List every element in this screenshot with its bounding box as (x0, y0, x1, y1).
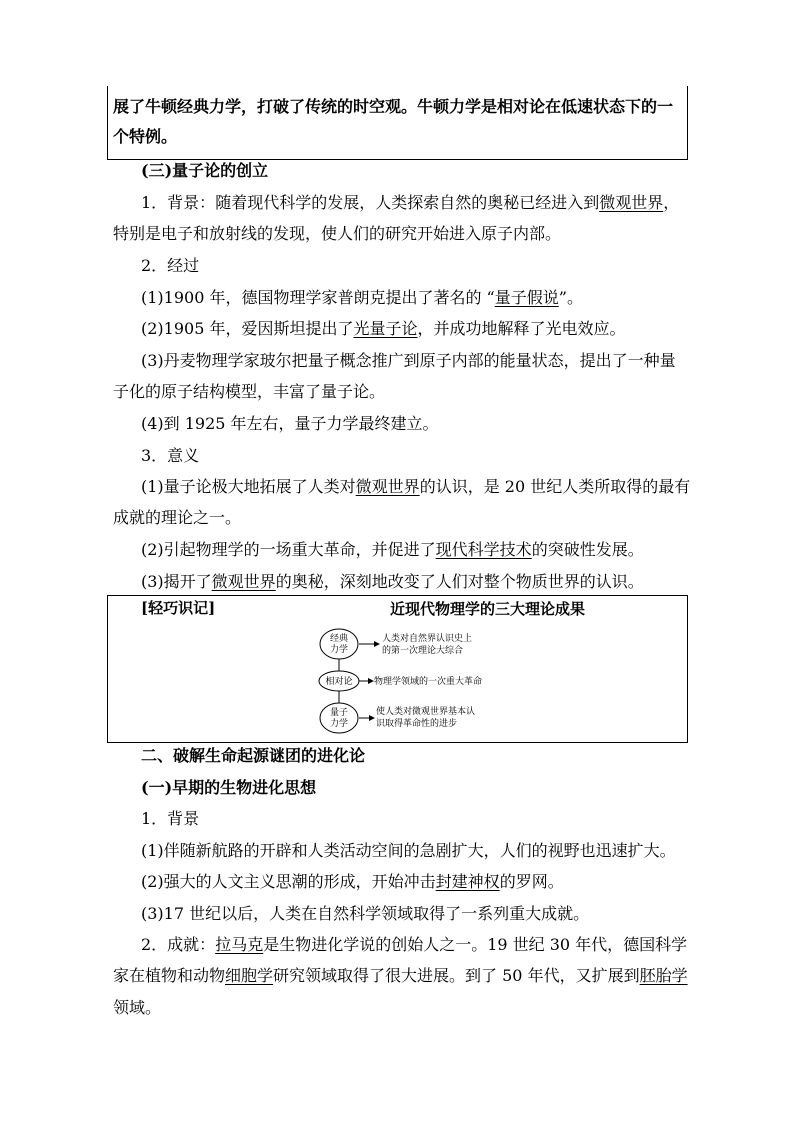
term-modern-tech: 现代科学技术 (435, 540, 532, 559)
node1-line2: 力学 (329, 645, 349, 655)
meaning-heading: 3．意义 (141, 446, 200, 465)
meaning-item-3: (3)揭开了微观世界的奥秘，深刻地改变了人们对整个物质世界的认识。 (141, 572, 644, 591)
node3-line1: 量子 (329, 708, 349, 718)
term-micro-world: 微观世界 (211, 572, 276, 591)
term-embryology: 胚胎学 (639, 966, 688, 985)
continuation-line-2: 个特例。 (113, 127, 178, 146)
desc3-line2: 识取得革命性的进步 (376, 719, 458, 729)
desc3-line1: 使人类对微观世界基本认 (376, 707, 476, 717)
meaning-item-1-line-2: 成就的理论之一。 (113, 508, 242, 527)
background-label: 1．背景： (141, 193, 216, 212)
subsection-heading-early-evolution: (一)早期的生物进化思想 (141, 778, 317, 797)
background-line-1: 1．背景：随着现代科学的发展，人类探索自然的奥秘已经进入到微观世界， (141, 193, 680, 212)
theory-diagram (314, 626, 534, 738)
evolution-background-item-1: (1)伴随新航路的开辟和人类活动空间的急剧扩大，人们的视野也迅速扩大。 (141, 841, 676, 860)
evolution-background-item-3: (3)17 世纪以后，人类在自然科学领域取得了一系列重大成就。 (141, 904, 590, 923)
node2-label: 相对论 (325, 677, 353, 687)
process-item-3-line-2: 子化的原子结构模型，丰富了量子论。 (113, 382, 386, 401)
achievement-line-1: 2．成就：拉马克是生物进化学说的创始人之一。19 世纪 30 年代，德国科学 (141, 935, 688, 954)
memory-tag: [轻巧识记] (141, 599, 216, 617)
section-heading-quantum: (三)量子论的创立 (141, 161, 269, 180)
achievement-line-2: 家在植物和动物细胞学研究领域取得了很大进展。到了 50 年代，又扩展到胚胎学 (113, 966, 688, 985)
continuation-line-1: 展了牛顿经典力学，打破了传统的时空观。牛顿力学是相对论在低速状态下的一 (113, 97, 674, 116)
process-item-1: (1)1900 年，德国物理学家普朗克提出了著名的 “量子假说”。 (141, 288, 583, 307)
term-micro-world: 微观世界 (599, 193, 664, 212)
term-cytology: 细胞学 (225, 966, 274, 985)
process-item-3-line-1: (3)丹麦物理学家玻尔把量子概念推广到原子内部的能量状态，提出了一种量 (141, 351, 676, 370)
term-feudal-theocracy: 封建神权 (435, 872, 500, 891)
arrowhead-3 (369, 715, 375, 721)
evolution-background-heading: 1．背景 (141, 809, 200, 828)
evolution-background-item-2: (2)强大的人文主义思潮的形成，开始冲击封建神权的罗网。 (141, 872, 564, 891)
arrowhead-1 (374, 641, 380, 647)
process-item-2: (2)1905 年，爱因斯坦提出了光量子论，并成功地解释了光电效应。 (141, 319, 626, 338)
process-heading: 2．经过 (141, 256, 200, 275)
node1-line1: 经典 (329, 634, 349, 644)
meaning-item-1-line-1: (1)量子论极大地拓展了人类对微观世界的认识，是 20 世纪人类所取得的最有 (141, 477, 691, 496)
desc1-line2: 的第一次理论大综合 (382, 646, 464, 656)
term-light-quantum: 光量子论 (353, 319, 418, 338)
background-text: 随着现代科学的发展，人类探索自然的奥秘已经进入到 (215, 193, 600, 212)
term-quantum-hypothesis: 量子假说 (494, 288, 559, 307)
section-heading-evolution: 二、破解生命起源谜团的进化论 (141, 746, 366, 765)
background-line-2: 特别是电子和放射线的发现，使人们的研究开始进入原子内部。 (113, 224, 562, 243)
meaning-item-2: (2)引起物理学的一场重大革命，并促进了现代科学技术的突破性发展。 (141, 540, 644, 559)
term-micro-world: 微观世界 (355, 477, 420, 496)
term-lamarck: 拉马克 (215, 935, 264, 954)
desc2: 物理学领域的一次重大革命 (374, 677, 483, 687)
process-item-4: (4)到 1925 年左右，量子力学最终建立。 (141, 414, 439, 433)
desc1-line1: 人类对自然界认识史上 (382, 634, 473, 644)
memory-title: 近现代物理学的三大理论成果 (390, 600, 586, 618)
node3-line2: 力学 (329, 719, 349, 729)
achievement-line-3: 领域。 (113, 998, 162, 1017)
